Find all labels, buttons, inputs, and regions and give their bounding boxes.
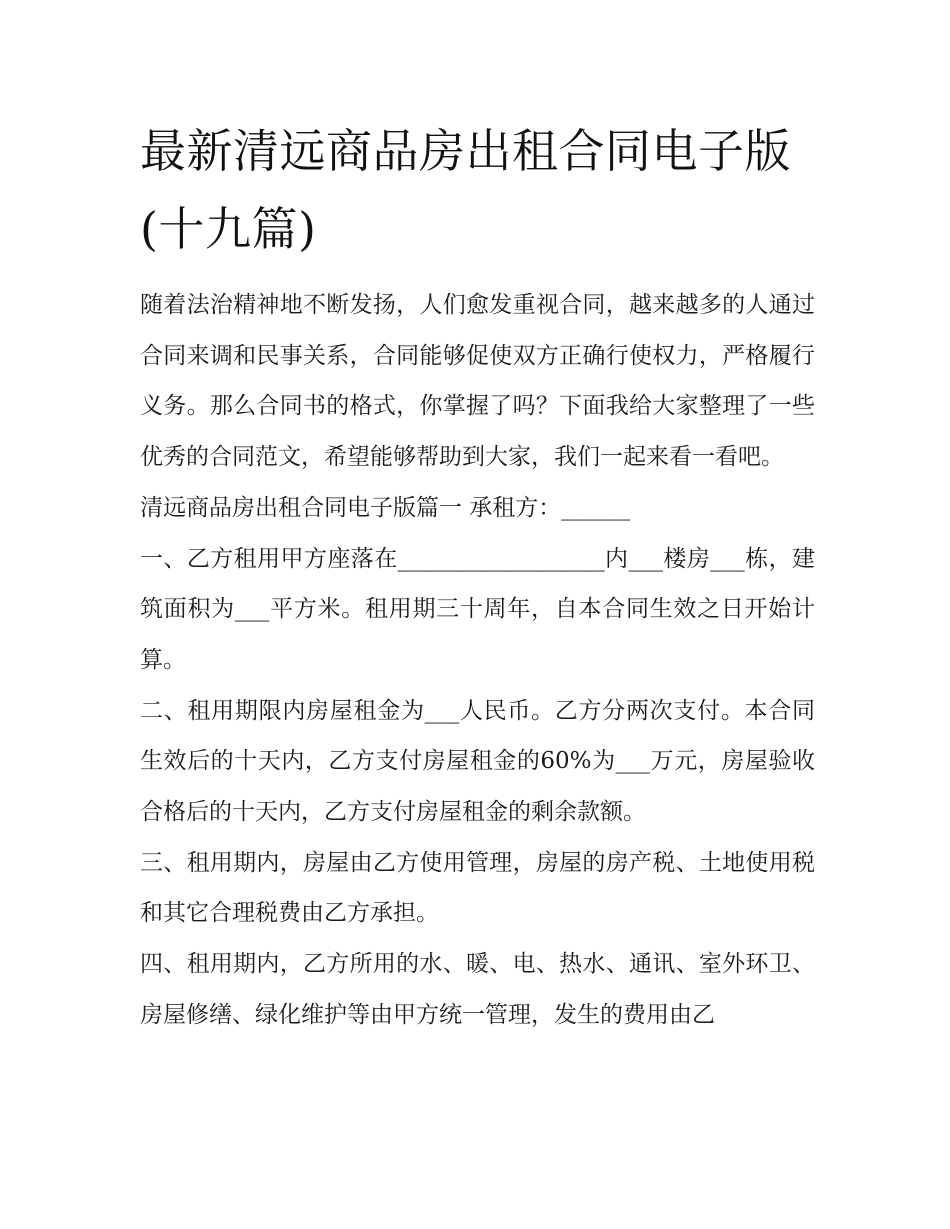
document-body xyxy=(140,280,815,1041)
document-title: 最新清远商品房出租合同电子版(十九篇) xyxy=(140,124,791,256)
clause-1-paragraph: 一、乙方租用甲方座落在__________________内___楼房___栋，建筑面积为___平方米。租用期三十周年，自本合同生效之日开始计算。 xyxy=(140,545,815,673)
clause-3-paragraph: 三、租用期内，房屋由乙方使用管理，房屋的房产税、土地使用税和其它合理税费由乙方承担。 xyxy=(140,849,815,927)
clause-4-paragraph: 四、租用期内，乙方所用的水、暖、电、热水、通讯、室外环卫、房屋修缮、绿化维护等由甲方统一管理，发生的费用由乙 xyxy=(140,951,815,1028)
intro-paragraph: 随着法治精神地不断发扬，人们愈发重视合同，越来越多的人通过合同来调和民事关系，合同能够促使双方正确行使权力，严格履行义务。那么合同书的格式，你掌握了吗？下面我给大家整理了一些优秀的合同范文，希望能够帮助到大家，我们一起来看一看吧。 xyxy=(140,292,815,471)
contract-heading-paragraph: 清远商品房出租合同电子版篇一 承租方：______ xyxy=(140,494,631,521)
clause-2-paragraph: 二、租用期限内房屋租金为___人民币。乙方分两次支付。本合同生效后的十天内，乙方支付房屋租金的60%为___万元，房屋验收合格后的十天内，乙方支付房屋租金的剩余款额。 xyxy=(140,697,815,826)
